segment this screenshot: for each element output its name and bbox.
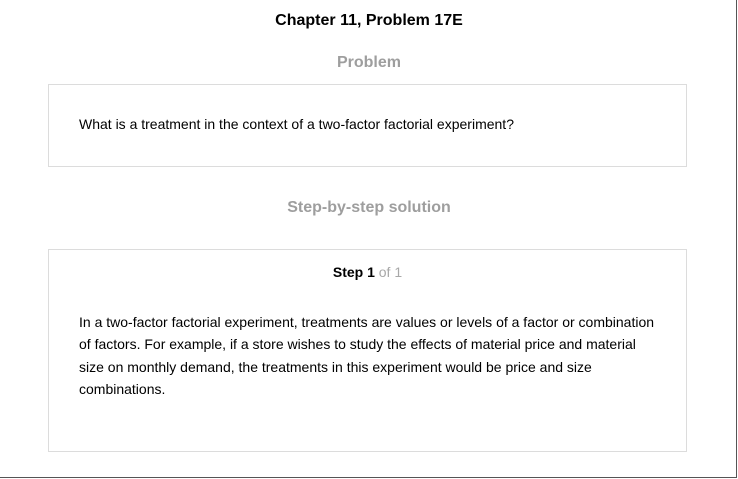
chapter-title: Chapter 11, Problem 17E [275, 12, 463, 29]
solution-heading: Step-by-step solution [287, 199, 451, 216]
step-count: of 1 [378, 264, 403, 280]
solution-box [48, 249, 687, 452]
problem-heading: Problem [336, 54, 401, 71]
problem-text: What is a treatment in the context of a two-factor factorial experiment? [79, 116, 514, 132]
problem-box [48, 84, 687, 167]
step-label: Step 1 [332, 264, 375, 280]
step-header [49, 263, 686, 281]
solution-text: In a two-factor factorial experiment, treatments are values or levels of a factor or combination of factors. For example, if a store wishes to study the effects of material price and material size on monthly demand, the treatments in this experiment would be price and size combinations. [79, 314, 655, 397]
